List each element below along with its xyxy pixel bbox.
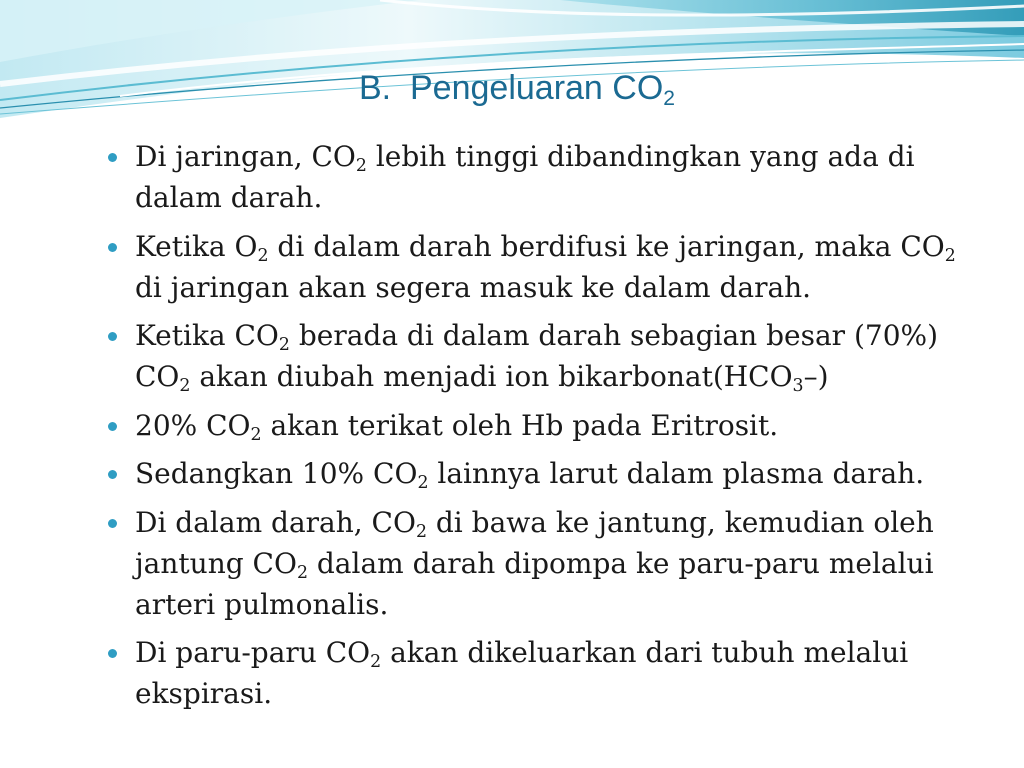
text-run: di bawa ke jantung, kemudian oleh [426, 505, 934, 539]
subscript-text: 2 [355, 156, 367, 177]
bullet-item [135, 226, 1015, 308]
bullet-item [135, 453, 1015, 494]
bullet-line [135, 356, 1015, 397]
subscript-text: 3 [792, 376, 804, 397]
bullet-item [135, 405, 1015, 446]
bullet-line [135, 584, 1015, 625]
bullet-line [135, 502, 1015, 543]
bullet-line [135, 673, 1015, 714]
text-run: lainnya larut dalam plasma darah. [428, 457, 925, 490]
bullet-item [135, 502, 1015, 625]
text-run: dalam darah. [135, 181, 323, 214]
bullet-line [135, 226, 1015, 267]
bullet-line [135, 315, 1015, 356]
text-run: di jaringan akan segera masuk ke dalam darah. [135, 270, 812, 304]
bullet-line [135, 453, 1015, 494]
subscript-text: 2 [296, 562, 308, 583]
bullet-item [135, 315, 1015, 397]
bullet-dot-icon [108, 649, 117, 658]
bullet-item [135, 136, 1015, 218]
text-run: dalam darah dipompa ke paru-paru melalui [307, 546, 934, 580]
bullet-line [135, 267, 1015, 308]
text-run: jantung CO [135, 546, 297, 580]
bullet-line [135, 632, 1015, 673]
text-run: Sedangkan 10% CO [135, 457, 418, 490]
bullet-line [135, 405, 1015, 446]
text-run: ekspirasi. [135, 677, 273, 710]
bullet-dot-icon [108, 243, 117, 252]
bullet-line [135, 543, 1015, 584]
subscript-text: 2 [257, 245, 269, 266]
subscript-text: 2 [250, 424, 262, 445]
text-run: Ketika CO [135, 319, 279, 352]
subscript-text: 2 [663, 86, 676, 110]
text-run: lebih tinggi dibandingkan yang ada di [366, 140, 915, 173]
text-run: di dalam darah berdifusi ke jaringan, maka CO [268, 229, 945, 263]
subscript-text: 2 [179, 376, 191, 397]
text-run: akan dikeluarkan dari tubuh melalui [381, 636, 909, 669]
bullet-item [135, 632, 1015, 714]
subscript-text: 2 [417, 473, 429, 494]
text-run: akan terikat oleh Hb pada Eritrosit. [261, 408, 779, 442]
bullet-dot-icon [108, 153, 117, 162]
slide-title [10, 67, 1024, 109]
bullet-dot-icon [108, 332, 117, 341]
text-run: CO [135, 360, 180, 393]
text-run: B. Pengeluaran CO [358, 69, 664, 107]
subscript-text: 2 [415, 521, 427, 542]
subscript-text: 2 [278, 335, 290, 356]
text-run: 20% CO [135, 408, 251, 442]
bullet-dot-icon [108, 470, 117, 479]
text-run: Di dalam darah, CO [135, 505, 416, 539]
text-run: akan diubah menjadi ion bikarbonat(HCO [190, 360, 793, 393]
bullet-dot-icon [108, 519, 117, 528]
text-run: Di paru-paru CO [135, 636, 371, 669]
subscript-text: 2 [370, 652, 382, 673]
bullet-dot-icon [108, 422, 117, 431]
text-run: Di jaringan, CO [135, 140, 356, 173]
bullet-line [135, 177, 1015, 218]
text-run: berada di dalam darah sebagian besar (70%) [289, 319, 939, 352]
subscript-text: 2 [944, 245, 956, 266]
text-run: –) [803, 360, 829, 393]
text-run: Ketika O [135, 229, 258, 263]
bullet-line [135, 136, 1015, 177]
text-run: arteri pulmonalis. [135, 587, 389, 621]
bullet-list [135, 136, 1015, 722]
